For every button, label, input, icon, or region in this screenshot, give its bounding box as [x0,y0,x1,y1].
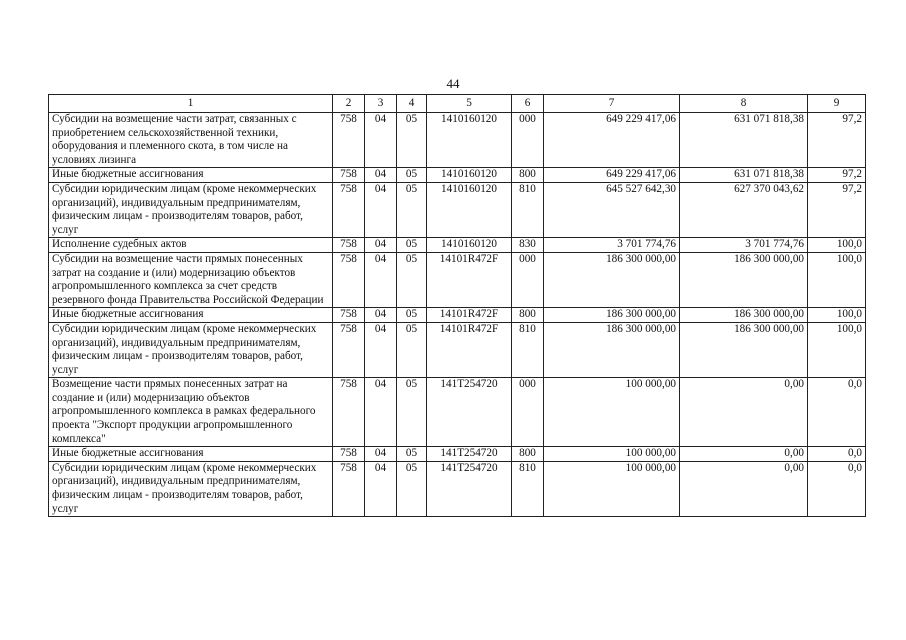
expense-type-cell: 800 [512,168,544,183]
target-article-cell: 14101R472F [427,308,512,323]
section-code-cell: 04 [365,322,397,377]
section-code-cell: 04 [365,461,397,516]
expense-type-cell: 800 [512,308,544,323]
subsection-code-cell: 05 [397,378,427,447]
executed-amount-cell: 631 071 818,38 [680,168,808,183]
expense-type-cell: 800 [512,447,544,462]
planned-amount-cell: 649 229 417,06 [544,168,680,183]
row-name-cell: Субсидии юридическим лицам (кроме некоммерческих организаций), индивидуальным предпринимателям, физическим лицам - производителям товаров, работ, услуг [49,182,333,237]
executed-amount-cell: 186 300 000,00 [680,308,808,323]
column-header: 6 [512,95,544,113]
executed-amount-cell: 0,00 [680,461,808,516]
planned-amount-cell: 100 000,00 [544,378,680,447]
column-header: 9 [808,95,866,113]
department-code-cell: 758 [333,168,365,183]
table-row [49,308,866,323]
subsection-code-cell: 05 [397,308,427,323]
planned-amount-cell: 186 300 000,00 [544,322,680,377]
row-name-cell: Иные бюджетные ассигнования [49,308,333,323]
planned-amount-cell: 186 300 000,00 [544,252,680,307]
execution-percent-cell: 0,0 [808,378,866,447]
table-row [49,461,866,516]
section-code-cell: 04 [365,182,397,237]
table-row [49,252,866,307]
column-number-row [49,95,866,113]
column-header: 7 [544,95,680,113]
department-code-cell: 758 [333,113,365,168]
executed-amount-cell: 0,00 [680,378,808,447]
execution-percent-cell: 97,2 [808,113,866,168]
subsection-code-cell: 05 [397,447,427,462]
expense-type-cell: 000 [512,252,544,307]
execution-percent-cell: 100,0 [808,322,866,377]
row-name-cell: Исполнение судебных актов [49,238,333,253]
section-code-cell: 04 [365,378,397,447]
target-article-cell: 14101R472F [427,252,512,307]
execution-percent-cell: 100,0 [808,308,866,323]
expense-type-cell: 830 [512,238,544,253]
section-code-cell: 04 [365,113,397,168]
execution-percent-cell: 100,0 [808,238,866,253]
table-row [49,182,866,237]
table-row [49,322,866,377]
expense-type-cell: 000 [512,378,544,447]
executed-amount-cell: 186 300 000,00 [680,322,808,377]
subsection-code-cell: 05 [397,461,427,516]
department-code-cell: 758 [333,461,365,516]
execution-percent-cell: 97,2 [808,182,866,237]
planned-amount-cell: 649 229 417,06 [544,113,680,168]
planned-amount-cell: 100 000,00 [544,461,680,516]
target-article-cell: 1410160120 [427,238,512,253]
expense-type-cell: 810 [512,461,544,516]
target-article-cell: 141T254720 [427,447,512,462]
target-article-cell: 141T254720 [427,461,512,516]
column-header: 3 [365,95,397,113]
department-code-cell: 758 [333,238,365,253]
target-article-cell: 14101R472F [427,322,512,377]
subsection-code-cell: 05 [397,182,427,237]
table-row [49,168,866,183]
section-code-cell: 04 [365,168,397,183]
subsection-code-cell: 05 [397,168,427,183]
executed-amount-cell: 627 370 043,62 [680,182,808,237]
row-name-cell: Субсидии юридическим лицам (кроме некоммерческих организаций), индивидуальным предпринимателям, физическим лицам - производителям товаров, работ, услуг [49,461,333,516]
column-header: 2 [333,95,365,113]
row-name-cell: Возмещение части прямых понесенных затрат на создание и (или) модернизацию объектов агропромышленного комплекса в рамках федерального проекта "Экспорт продукции агропромышленного комплекса" [49,378,333,447]
row-name-cell: Иные бюджетные ассигнования [49,168,333,183]
department-code-cell: 758 [333,308,365,323]
section-code-cell: 04 [365,308,397,323]
section-code-cell: 04 [365,252,397,307]
expense-type-cell: 000 [512,113,544,168]
expense-type-cell: 810 [512,322,544,377]
page-number: 44 [446,76,460,91]
planned-amount-cell: 645 527 642,30 [544,182,680,237]
execution-percent-cell: 0,0 [808,461,866,516]
execution-percent-cell: 97,2 [808,168,866,183]
budget-table [48,94,866,517]
subsection-code-cell: 05 [397,113,427,168]
execution-percent-cell: 0,0 [808,447,866,462]
table-row [49,447,866,462]
department-code-cell: 758 [333,447,365,462]
target-article-cell: 1410160120 [427,113,512,168]
planned-amount-cell: 3 701 774,76 [544,238,680,253]
target-article-cell: 141T254720 [427,378,512,447]
column-header: 4 [397,95,427,113]
department-code-cell: 758 [333,322,365,377]
column-header: 8 [680,95,808,113]
executed-amount-cell: 186 300 000,00 [680,252,808,307]
section-code-cell: 04 [365,238,397,253]
row-name-cell: Субсидии юридическим лицам (кроме некоммерческих организаций), индивидуальным предпринимателям, физическим лицам - производителям товаров, работ, услуг [49,322,333,377]
column-header: 1 [49,95,333,113]
execution-percent-cell: 100,0 [808,252,866,307]
planned-amount-cell: 100 000,00 [544,447,680,462]
executed-amount-cell: 631 071 818,38 [680,113,808,168]
row-name-cell: Субсидии на возмещение части прямых понесенных затрат на создание и (или) модернизацию объектов агропромышленного комплекса за счет средств резервного фонда Правительства Российской Федерации [49,252,333,307]
row-name-cell: Субсидии на возмещение части затрат, связанных с приобретением сельскохозяйственной техники, оборудования и племенного скота, в том числе на условиях лизинга [49,113,333,168]
table-row [49,238,866,253]
target-article-cell: 1410160120 [427,168,512,183]
column-header: 5 [427,95,512,113]
subsection-code-cell: 05 [397,322,427,377]
department-code-cell: 758 [333,378,365,447]
executed-amount-cell: 3 701 774,76 [680,238,808,253]
expense-type-cell: 810 [512,182,544,237]
subsection-code-cell: 05 [397,238,427,253]
department-code-cell: 758 [333,252,365,307]
planned-amount-cell: 186 300 000,00 [544,308,680,323]
table-row [49,113,866,168]
target-article-cell: 1410160120 [427,182,512,237]
executed-amount-cell: 0,00 [680,447,808,462]
row-name-cell: Иные бюджетные ассигнования [49,447,333,462]
section-code-cell: 04 [365,447,397,462]
department-code-cell: 758 [333,182,365,237]
table-row [49,378,866,447]
subsection-code-cell: 05 [397,252,427,307]
